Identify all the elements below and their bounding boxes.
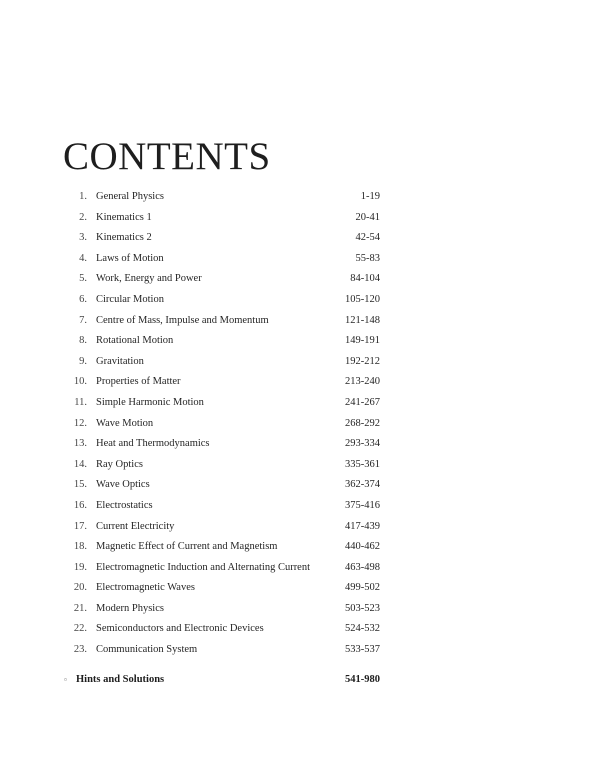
chapter-title: Electromagnetic Waves bbox=[96, 582, 195, 594]
chapter-title: Wave Motion bbox=[96, 417, 154, 429]
toc-entry bbox=[0, 311, 600, 332]
chapter-pages: 499-502 bbox=[345, 582, 380, 594]
chapter-number: 7. bbox=[79, 314, 87, 326]
chapter-pages: 362-374 bbox=[345, 479, 380, 491]
chapter-pages: 213-240 bbox=[345, 376, 380, 388]
chapter-number: 15. bbox=[73, 479, 87, 491]
chapter-number: 6. bbox=[79, 293, 87, 305]
chapter-number: 13. bbox=[73, 438, 87, 450]
chapter-pages: 375-416 bbox=[345, 499, 380, 511]
chapter-title: Electromagnetic Induction and Alternating Current bbox=[96, 561, 311, 573]
chapter-title: Centre of Mass, Impulse and Momentum bbox=[96, 314, 269, 326]
toc-entry bbox=[0, 290, 600, 311]
chapter-title: General Physics bbox=[96, 191, 164, 202]
chapter-pages: 268-292 bbox=[345, 417, 380, 429]
chapter-number: 3. bbox=[79, 232, 87, 244]
hints-and-solutions-entry bbox=[0, 670, 600, 690]
chapter-number: 19. bbox=[73, 561, 87, 573]
chapter-pages: 503-523 bbox=[345, 602, 380, 614]
toc-entry bbox=[0, 434, 600, 455]
chapter-title: Properties of Matter bbox=[96, 376, 181, 388]
toc-entry bbox=[0, 208, 600, 229]
chapter-title: Heat and Thermodynamics bbox=[96, 438, 210, 450]
toc-entry bbox=[0, 352, 600, 373]
hints-pages: 541-980 bbox=[345, 674, 380, 685]
square-bullet-icon: ▫ bbox=[64, 675, 67, 684]
chapter-title: Simple Harmonic Motion bbox=[96, 396, 204, 408]
toc-entry bbox=[0, 496, 600, 517]
toc-entry bbox=[0, 517, 600, 538]
toc-list bbox=[0, 187, 600, 661]
toc-entry bbox=[0, 558, 600, 579]
chapter-number: 17. bbox=[73, 520, 87, 532]
chapter-number: 10. bbox=[73, 376, 87, 388]
toc-entry bbox=[0, 619, 600, 640]
chapter-title: Work, Energy and Power bbox=[96, 273, 202, 285]
chapter-number: 18. bbox=[73, 541, 87, 553]
toc-entry bbox=[0, 475, 600, 496]
chapter-number: 20. bbox=[73, 582, 87, 594]
chapter-pages: 149-191 bbox=[345, 335, 380, 347]
chapter-number: 22. bbox=[73, 623, 87, 635]
chapter-title: Circular Motion bbox=[96, 293, 164, 305]
chapter-number: 12. bbox=[73, 417, 87, 429]
chapter-title: Magnetic Effect of Current and Magnetism bbox=[96, 541, 278, 553]
chapter-title: Rotational Motion bbox=[96, 335, 174, 347]
chapter-number: 8. bbox=[79, 335, 87, 347]
chapter-number: 9. bbox=[79, 355, 87, 367]
toc-entry bbox=[0, 393, 600, 414]
toc-entry bbox=[0, 187, 600, 208]
chapter-number: 16. bbox=[73, 499, 87, 511]
chapter-pages: 463-498 bbox=[345, 561, 380, 573]
chapter-pages: 42-54 bbox=[355, 232, 380, 244]
chapter-pages: 417-439 bbox=[345, 520, 380, 532]
chapter-title: Ray Optics bbox=[96, 458, 143, 470]
toc-entry bbox=[0, 249, 600, 270]
chapter-title: Communication System bbox=[96, 644, 198, 656]
chapter-pages: 20-41 bbox=[355, 211, 380, 223]
chapter-number: 5. bbox=[79, 273, 87, 285]
chapter-pages: 533-537 bbox=[345, 644, 380, 656]
chapter-title: Gravitation bbox=[96, 355, 144, 367]
toc-entry bbox=[0, 578, 600, 599]
toc-entry bbox=[0, 331, 600, 352]
chapter-number: 1. bbox=[79, 191, 87, 202]
toc-entry bbox=[0, 372, 600, 393]
toc-entry bbox=[0, 414, 600, 435]
chapter-number: 23. bbox=[73, 644, 87, 656]
chapter-title: Kinematics 1 bbox=[96, 211, 152, 223]
chapter-title: Kinematics 2 bbox=[96, 232, 152, 244]
toc-entry bbox=[0, 228, 600, 249]
page-title: CONTENTS bbox=[63, 135, 271, 178]
toc-entry bbox=[0, 455, 600, 476]
chapter-title: Laws of Motion bbox=[96, 252, 164, 264]
chapter-pages: 55-83 bbox=[355, 252, 380, 264]
chapter-pages: 293-334 bbox=[345, 438, 380, 450]
chapter-number: 14. bbox=[73, 458, 87, 470]
chapter-number: 11. bbox=[74, 396, 87, 408]
chapter-pages: 440-462 bbox=[345, 541, 380, 553]
chapter-title: Semiconductors and Electronic Devices bbox=[96, 623, 264, 635]
chapter-number: 4. bbox=[79, 252, 87, 264]
chapter-pages: 84-104 bbox=[350, 273, 380, 285]
chapter-pages: 1-19 bbox=[360, 191, 380, 202]
chapter-number: 2. bbox=[79, 211, 87, 223]
toc-entry bbox=[0, 269, 600, 290]
chapter-pages: 524-532 bbox=[345, 623, 380, 635]
toc-entry bbox=[0, 599, 600, 620]
hints-title: Hints and Solutions bbox=[76, 674, 165, 685]
chapter-title: Electrostatics bbox=[96, 499, 153, 511]
chapter-title: Wave Optics bbox=[96, 479, 150, 491]
chapter-pages: 121-148 bbox=[345, 314, 380, 326]
toc-entry bbox=[0, 640, 600, 661]
chapter-pages: 192-212 bbox=[345, 355, 380, 367]
chapter-title: Modern Physics bbox=[96, 602, 164, 614]
chapter-pages: 241-267 bbox=[345, 396, 380, 408]
chapter-title: Current Electricity bbox=[96, 520, 175, 532]
toc-entry bbox=[0, 537, 600, 558]
chapter-pages: 105-120 bbox=[345, 293, 380, 305]
chapter-number: 21. bbox=[73, 602, 87, 614]
chapter-pages: 335-361 bbox=[345, 458, 380, 470]
